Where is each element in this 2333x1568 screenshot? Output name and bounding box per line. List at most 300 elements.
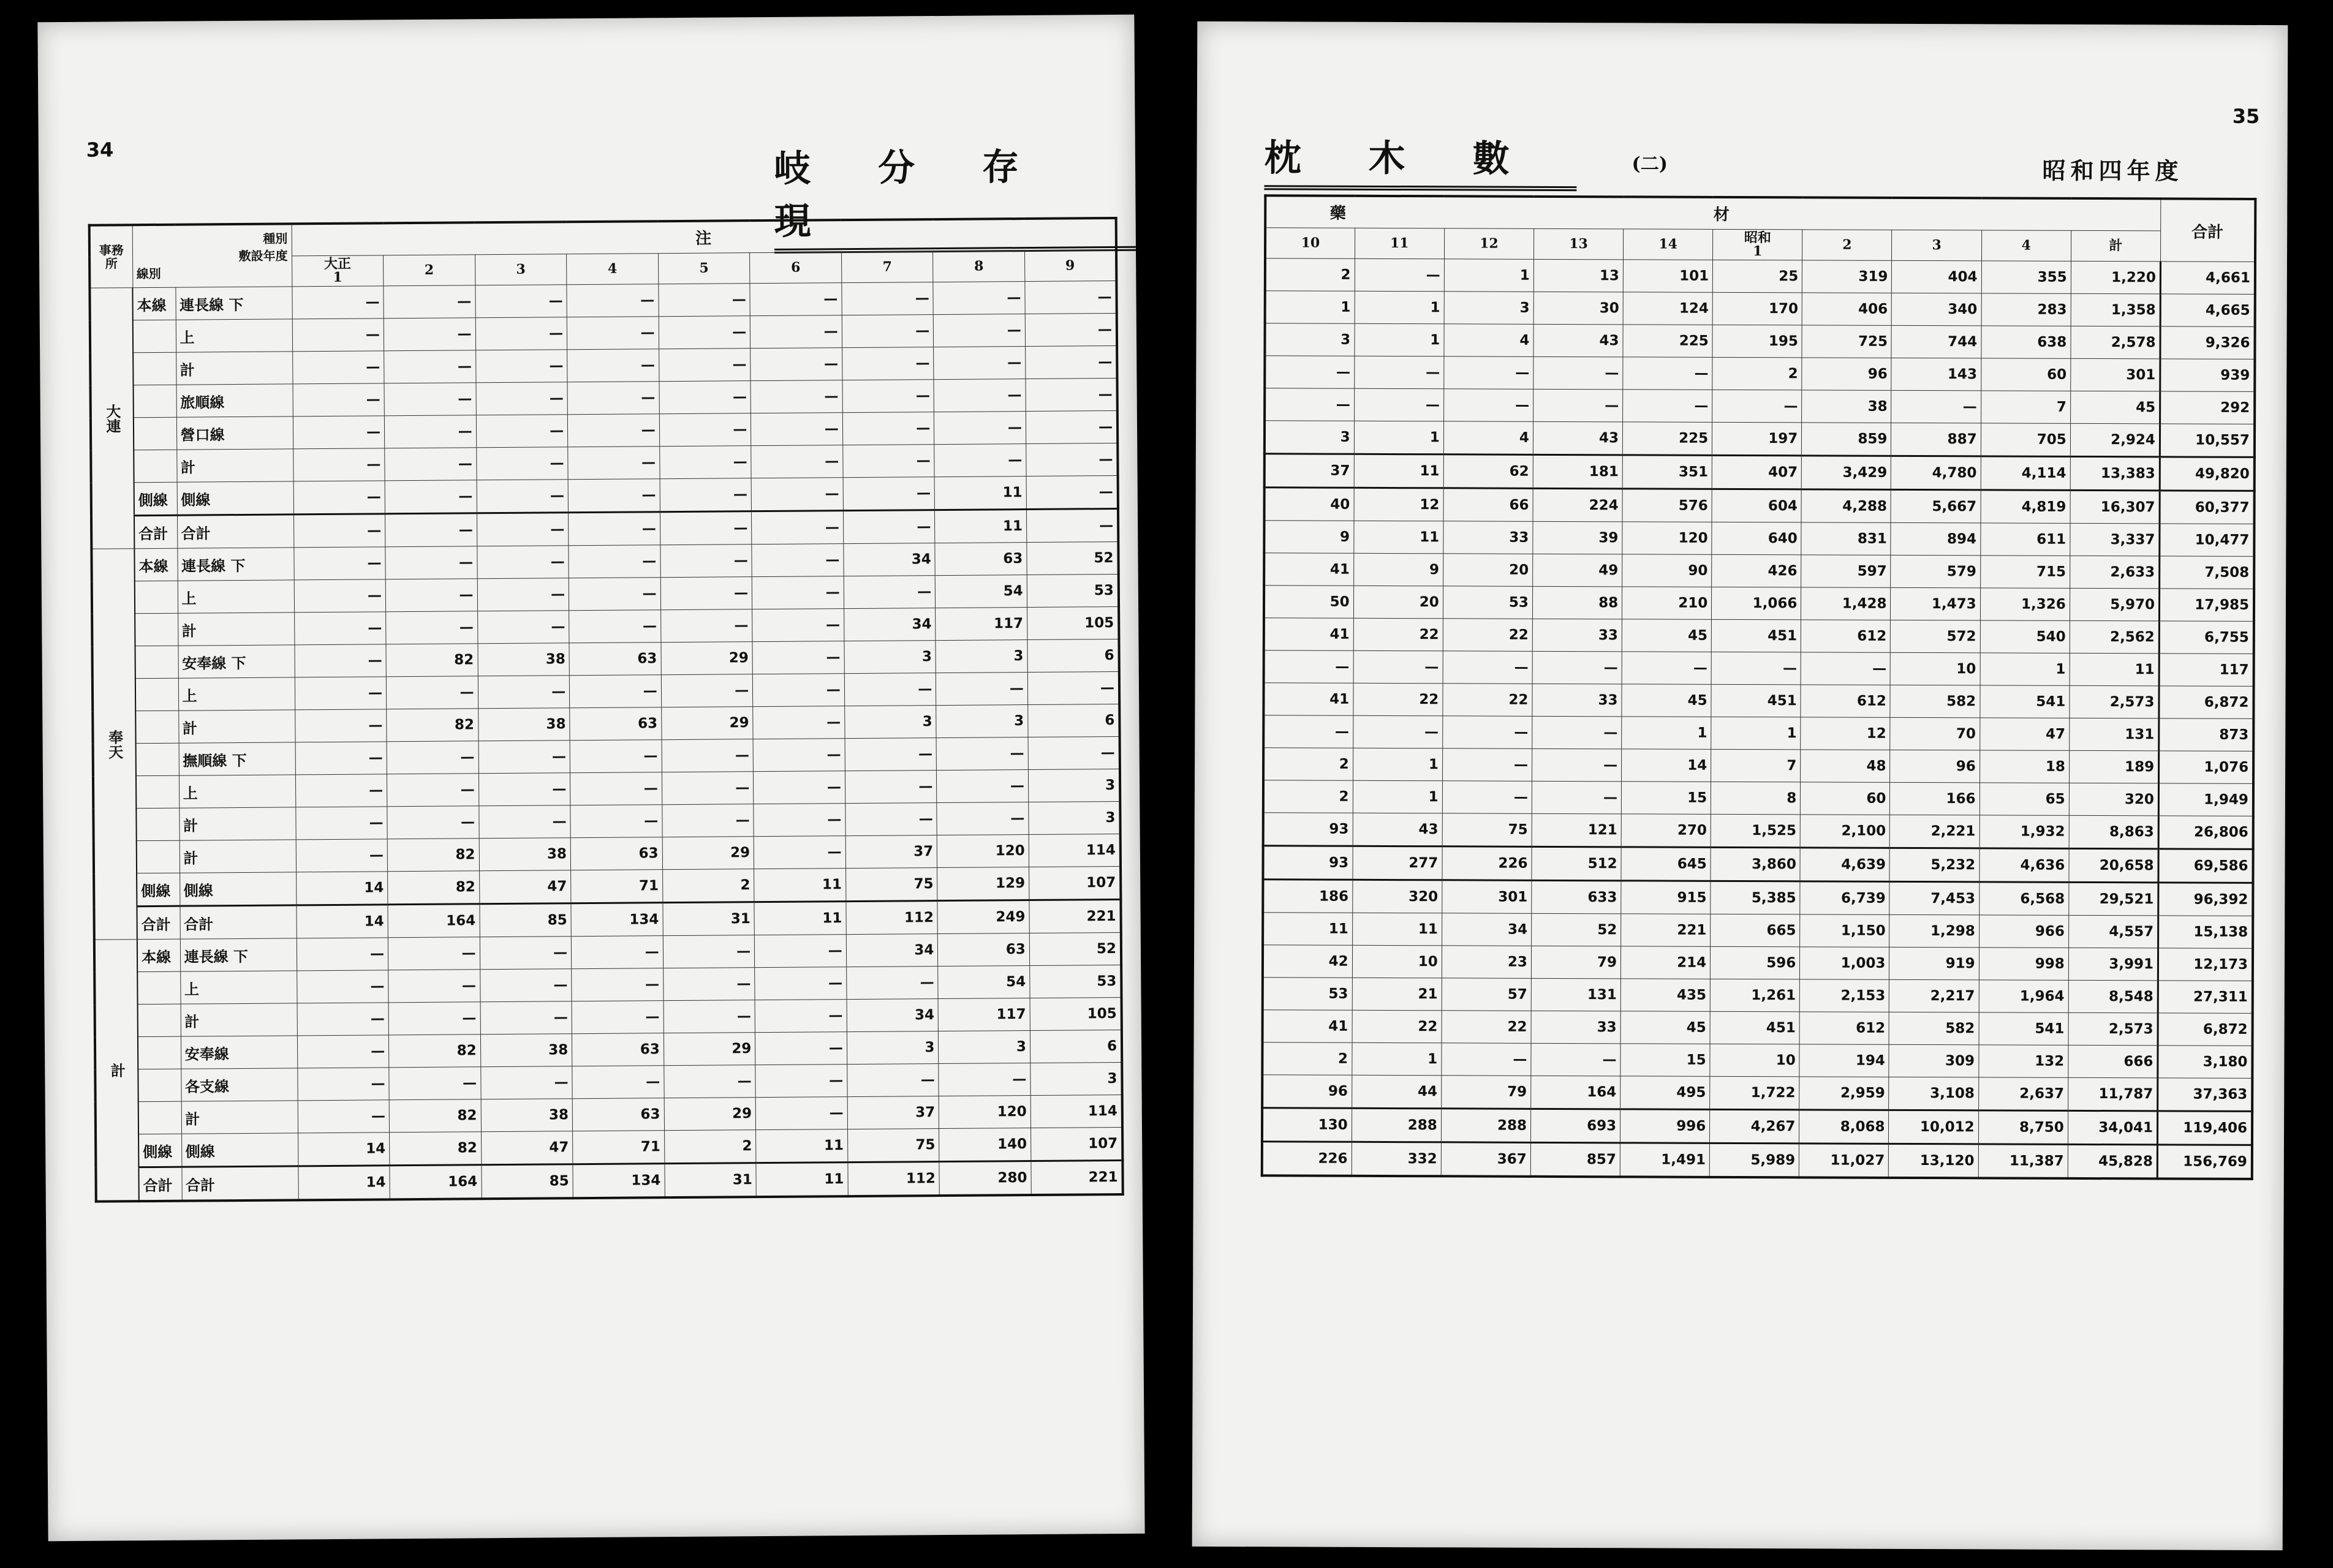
table-cell: — <box>934 412 1026 445</box>
table-cell: 4,288 <box>1801 489 1891 523</box>
table-cell: 53 <box>1027 574 1119 607</box>
row-label: 安奉線 下 <box>178 645 294 678</box>
table-row <box>1263 813 2253 850</box>
table-cell: 37 <box>847 1096 939 1129</box>
table-cell: 1 <box>1622 717 1711 750</box>
table-cell: — <box>845 771 937 804</box>
table-cell: 1,473 <box>1891 587 1980 620</box>
grand-total-cell: 4,665 <box>2160 294 2255 327</box>
table-cell: 52 <box>1532 913 1621 946</box>
table-cell: 71 <box>571 870 663 903</box>
line-group: 合計 <box>137 906 180 939</box>
table-cell: — <box>1026 443 1118 476</box>
table-cell: — <box>297 970 388 1003</box>
table-cell: — <box>844 576 936 609</box>
table-cell: 112 <box>846 901 938 935</box>
corner-header <box>132 224 292 287</box>
table-cell: 33 <box>1532 684 1622 717</box>
table-cell: — <box>292 383 384 417</box>
row-label: 計 <box>179 807 295 840</box>
table-cell: 612 <box>1799 1012 1889 1045</box>
table-cell: — <box>568 479 660 513</box>
table-cell: 38 <box>479 838 571 871</box>
table-cell: — <box>662 739 754 772</box>
table-cell: 3 <box>936 705 1028 738</box>
table-cell: 34 <box>847 999 939 1032</box>
table-cell: 221 <box>1029 899 1121 933</box>
table-cell: 3 <box>1030 1062 1122 1095</box>
row-label: 上 <box>180 971 297 1004</box>
table-cell: 164 <box>388 904 480 938</box>
table-cell: 582 <box>1889 1012 1979 1045</box>
table-cell: — <box>569 545 660 578</box>
table-cell: — <box>570 740 662 773</box>
table-cell: 9 <box>1353 553 1443 586</box>
column-header: 3 <box>1892 230 1981 261</box>
line-group <box>134 385 176 417</box>
table-cell: 29 <box>662 837 754 870</box>
grand-total-cell: 156,769 <box>2157 1145 2252 1179</box>
table-cell: 2 <box>1265 258 1355 292</box>
table-cell: 221 <box>1621 914 1711 947</box>
table-cell: 1,358 <box>2071 293 2160 326</box>
column-header: 2 <box>384 254 475 285</box>
line-group <box>135 678 178 710</box>
table-cell: 43 <box>1353 813 1442 846</box>
table-cell: 53 <box>1263 978 1352 1011</box>
column-header: 計 <box>2071 230 2160 262</box>
table-cell: 13 <box>1533 259 1623 292</box>
table-cell: 2,573 <box>2070 685 2159 718</box>
table-cell: 164 <box>1531 1076 1620 1109</box>
grand-total-cell: 10,557 <box>2160 424 2255 458</box>
table-cell: 15 <box>1621 782 1711 815</box>
line-group <box>136 775 179 808</box>
table-row <box>1263 780 2253 816</box>
table-cell: 3 <box>847 1031 939 1065</box>
table-cell: 29,521 <box>2069 882 2158 916</box>
line-group <box>138 1101 181 1134</box>
table-cell: 4,557 <box>2068 915 2158 948</box>
table-cell: 451 <box>1711 619 1801 652</box>
grand-total-cell: 6,755 <box>2159 621 2254 654</box>
table-cell: 120 <box>1622 522 1712 555</box>
table-cell: 996 <box>1620 1109 1710 1144</box>
table-cell: — <box>475 350 567 383</box>
table-cell: 406 <box>1802 293 1891 326</box>
office-name: 計 <box>94 940 139 1202</box>
table-cell: — <box>293 514 385 548</box>
table-cell: 1,722 <box>1710 1076 1799 1110</box>
table-cell: — <box>753 674 845 707</box>
column-header: 10 <box>1265 227 1355 258</box>
table-cell: — <box>1026 410 1117 443</box>
table-cell: 665 <box>1711 914 1800 947</box>
table-cell: 66 <box>1443 488 1533 522</box>
table-cell: 407 <box>1712 455 1801 489</box>
table-cell: — <box>755 967 847 1000</box>
right-data-table <box>1261 194 2257 1180</box>
row-label: 上 <box>176 319 292 352</box>
table-cell: 96 <box>1890 750 1979 783</box>
table-cell: 13,120 <box>1889 1144 1978 1178</box>
table-cell: — <box>480 937 572 970</box>
table-row <box>1262 1075 2252 1112</box>
table-cell: — <box>293 481 385 514</box>
table-cell: 3 <box>1028 769 1120 802</box>
table-cell: 22 <box>1353 683 1443 716</box>
table-cell: — <box>1532 748 1621 782</box>
row-label: 連長線 下 <box>177 548 293 581</box>
table-cell: 6 <box>1027 639 1119 672</box>
table-cell: — <box>752 641 844 674</box>
table-cell: — <box>752 544 844 577</box>
table-cell: — <box>659 446 751 479</box>
table-cell: 96 <box>1802 358 1891 391</box>
table-cell: 21 <box>1352 978 1442 1011</box>
table-cell: 214 <box>1620 946 1710 979</box>
table-cell: — <box>384 415 476 448</box>
table-cell: 280 <box>939 1161 1031 1196</box>
line-group: 側線 <box>137 873 180 906</box>
table-cell: 62 <box>1443 454 1533 489</box>
grand-total-cell: 60,377 <box>2160 491 2255 524</box>
table-cell: — <box>1355 258 1444 292</box>
table-cell: — <box>1442 716 1532 749</box>
table-cell: 10 <box>1352 945 1442 978</box>
table-cell: — <box>939 1063 1030 1096</box>
table-cell: — <box>476 415 568 448</box>
table-row <box>96 1160 1122 1201</box>
group-header: 藥材 <box>1265 195 2161 230</box>
corner-year-label: 敷設年度 <box>238 248 288 263</box>
table-cell: 88 <box>1532 586 1622 619</box>
table-cell: 283 <box>1981 293 2071 326</box>
table-row <box>1263 846 2253 883</box>
table-cell: — <box>845 803 937 836</box>
table-cell: 887 <box>1891 423 1981 456</box>
table-cell: 14 <box>298 1133 390 1166</box>
table-cell: — <box>1531 1043 1620 1076</box>
table-row <box>1264 618 2254 654</box>
table-cell: — <box>384 285 475 318</box>
table-row <box>1262 1108 2252 1145</box>
table-cell: 11 <box>2070 653 2159 686</box>
table-row <box>1265 421 2255 458</box>
table-cell: — <box>388 1002 480 1035</box>
table-cell: 120 <box>937 835 1029 868</box>
line-group <box>135 710 178 743</box>
table-cell: — <box>846 967 938 1000</box>
table-cell: — <box>1444 356 1533 390</box>
table-cell: 60 <box>1801 782 1890 815</box>
table-cell: — <box>934 347 1026 380</box>
table-cell: — <box>298 1100 390 1133</box>
office-name: 奉天 <box>91 549 137 940</box>
table-cell: 130 <box>1262 1108 1352 1142</box>
table-cell: — <box>936 737 1028 771</box>
table-cell: 572 <box>1891 620 1980 653</box>
table-cell: 915 <box>1621 881 1711 914</box>
table-cell: 181 <box>1533 454 1622 489</box>
table-cell: 60 <box>1981 358 2070 391</box>
table-cell: 351 <box>1622 455 1712 489</box>
table-cell: — <box>572 968 664 1001</box>
table-cell: 41 <box>1263 683 1353 716</box>
table-cell: 340 <box>1892 293 1981 326</box>
table-row <box>1263 683 2253 719</box>
table-cell: 226 <box>1442 846 1532 881</box>
table-cell: 7,453 <box>1889 881 1979 915</box>
table-cell: — <box>569 512 660 546</box>
table-cell: 166 <box>1890 782 1979 815</box>
table-cell: — <box>1027 671 1119 704</box>
table-cell: — <box>294 579 386 612</box>
table-cell: 10 <box>1891 652 1980 685</box>
table-cell: — <box>386 611 478 644</box>
table-cell: 129 <box>937 867 1029 901</box>
table-cell: 3,337 <box>2070 523 2160 556</box>
table-cell: 9 <box>1264 521 1353 554</box>
page-number: 34 <box>86 138 114 162</box>
table-cell: 640 <box>1712 522 1801 555</box>
table-cell: — <box>755 1000 847 1033</box>
line-group <box>137 840 180 873</box>
table-cell: 63 <box>569 643 661 676</box>
table-cell: 3 <box>1265 323 1354 356</box>
table-cell: 70 <box>1890 717 1979 750</box>
row-label: 上 <box>178 677 295 710</box>
table-cell: — <box>476 382 568 415</box>
table-cell: 5,970 <box>2070 588 2159 621</box>
table-cell: 612 <box>1801 620 1891 653</box>
grand-total-cell: 1,076 <box>2159 751 2254 784</box>
table-cell: — <box>1265 356 1354 389</box>
table-cell: 225 <box>1622 422 1712 456</box>
table-cell: — <box>751 380 842 413</box>
table-cell: 540 <box>1980 620 2070 654</box>
table-cell: — <box>572 1001 664 1034</box>
table-cell: 8,068 <box>1799 1110 1889 1144</box>
grand-total-cell: 6,872 <box>2159 686 2254 719</box>
table-cell: 693 <box>1530 1109 1620 1143</box>
grand-total-cell: 873 <box>2159 718 2254 752</box>
table-cell: 11 <box>1263 913 1352 946</box>
table-cell: — <box>842 347 934 380</box>
table-cell: — <box>388 970 480 1003</box>
table-cell: 1,150 <box>1800 914 1889 948</box>
table-cell: 451 <box>1711 684 1801 717</box>
table-cell: — <box>1265 388 1354 421</box>
table-cell: — <box>475 317 567 350</box>
table-cell: 451 <box>1710 1011 1799 1044</box>
line-group <box>134 450 176 482</box>
line-group <box>138 1036 181 1069</box>
table-cell: 38 <box>481 1099 573 1132</box>
table-cell: 140 <box>939 1128 1031 1162</box>
table-cell: 4 <box>1443 421 1533 455</box>
table-cell: 3,860 <box>1711 847 1800 881</box>
table-cell: — <box>1711 652 1801 685</box>
table-cell: 320 <box>2069 783 2158 816</box>
table-cell: 3 <box>844 706 936 739</box>
table-cell: — <box>660 577 752 610</box>
table-cell: 2,217 <box>1889 979 1979 1012</box>
table-cell: — <box>663 968 755 1001</box>
table-cell: 1,428 <box>1801 587 1891 620</box>
column-header: 昭和 1 <box>1713 229 1802 260</box>
table-cell: 22 <box>1352 1010 1442 1043</box>
line-group <box>136 808 179 840</box>
table-cell: — <box>297 1003 389 1036</box>
table-cell: 210 <box>1622 587 1712 620</box>
table-cell: — <box>296 839 388 872</box>
table-cell: — <box>1443 651 1532 684</box>
table-cell: 45 <box>1622 619 1711 652</box>
table-cell: 39 <box>1533 521 1622 554</box>
table-cell: 11 <box>756 1163 848 1197</box>
table-cell: — <box>847 1064 939 1097</box>
table-row <box>1265 323 2255 360</box>
table-cell: 14 <box>296 872 388 905</box>
table-cell: — <box>660 609 752 643</box>
grand-total-cell: 10,477 <box>2160 524 2255 557</box>
corner-line-label: 線別 <box>136 266 161 282</box>
table-cell: 53 <box>1443 586 1532 619</box>
table-cell: — <box>480 969 572 1002</box>
table-cell: 309 <box>1889 1044 1978 1077</box>
table-cell: — <box>1025 281 1117 314</box>
table-cell: 65 <box>1979 783 2069 816</box>
line-group <box>133 320 176 352</box>
table-cell: — <box>385 579 477 612</box>
row-label: 各支線 <box>181 1068 297 1101</box>
table-cell: — <box>664 1065 755 1098</box>
table-cell: — <box>292 286 384 319</box>
table-cell: — <box>1353 650 1443 684</box>
table-cell: — <box>1026 508 1118 542</box>
table-cell: — <box>1026 475 1118 509</box>
grand-total-cell: 49,820 <box>2160 457 2255 491</box>
table-cell: 495 <box>1620 1076 1710 1110</box>
table-cell: — <box>386 676 478 709</box>
table-cell: 114 <box>1029 834 1121 867</box>
table-cell: 1 <box>1355 323 1444 356</box>
table-cell: 11 <box>1354 454 1443 488</box>
table-cell: 576 <box>1622 489 1712 522</box>
table-cell: 3 <box>844 641 936 674</box>
table-cell: 38 <box>1802 390 1891 423</box>
table-cell: 79 <box>1531 946 1620 979</box>
table-cell: 1 <box>1353 748 1442 781</box>
line-group: 本線 <box>132 287 175 320</box>
table-cell: 195 <box>1712 325 1802 358</box>
table-cell: 2 <box>662 869 754 903</box>
fiscal-year: 昭和四年度 <box>2042 156 2184 185</box>
table-row <box>1262 1042 2252 1079</box>
grand-total-cell: 292 <box>2160 391 2255 424</box>
table-cell: 270 <box>1621 814 1711 848</box>
table-cell: — <box>659 413 751 447</box>
table-cell: 90 <box>1622 554 1712 587</box>
right-page <box>1192 21 2288 1550</box>
table-cell: 224 <box>1533 488 1622 522</box>
table-cell: — <box>387 774 478 807</box>
table-cell: — <box>1025 345 1117 379</box>
row-label: 旅順線 <box>176 384 293 417</box>
table-cell: 2,633 <box>2070 556 2159 589</box>
table-cell: — <box>567 284 659 317</box>
table-cell: 40 <box>1265 488 1354 521</box>
column-header: 5 <box>658 252 750 284</box>
row-label: 側線 <box>180 872 296 906</box>
table-cell: 164 <box>390 1165 482 1200</box>
table-cell: 1,066 <box>1712 587 1801 620</box>
table-cell: 3 <box>1265 421 1354 454</box>
table-row <box>1265 454 2255 491</box>
table-row <box>1262 1142 2252 1179</box>
line-group: 合計 <box>138 1167 181 1201</box>
table-cell: — <box>659 284 751 317</box>
table-cell: — <box>659 381 751 414</box>
table-cell: — <box>292 351 384 384</box>
row-label: 合計 <box>180 905 296 939</box>
column-header: 4 <box>567 253 659 284</box>
table-cell: — <box>660 478 752 512</box>
table-cell: — <box>480 1001 572 1035</box>
table-cell: 612 <box>1801 685 1890 718</box>
table-cell: — <box>570 772 662 805</box>
table-cell: 34 <box>844 608 936 641</box>
table-cell: 5,232 <box>1889 848 1979 882</box>
table-cell: 6 <box>1030 1030 1122 1063</box>
table-row <box>1263 913 2253 949</box>
table-cell: — <box>571 936 663 969</box>
table-cell: 1,326 <box>1980 588 2070 621</box>
table-cell: 143 <box>1891 358 1981 391</box>
row-label: 連長線 下 <box>175 287 292 320</box>
table-cell: 715 <box>1980 556 2070 589</box>
table-cell: 44 <box>1352 1075 1441 1109</box>
table-cell: 41 <box>1263 1010 1352 1043</box>
corner-type-label: 種別 <box>263 231 288 246</box>
table-cell: 31 <box>663 902 755 936</box>
table-cell: 1,964 <box>1979 980 2068 1013</box>
table-cell: 277 <box>1353 846 1442 880</box>
table-row <box>1264 650 2254 687</box>
table-cell: 2,924 <box>2070 423 2160 457</box>
table-cell: — <box>297 938 388 971</box>
table-cell: 705 <box>1981 423 2070 457</box>
table-cell: 645 <box>1621 847 1711 881</box>
table-cell: 301 <box>2071 358 2160 391</box>
table-cell: — <box>569 610 661 643</box>
table-cell: — <box>1263 715 1353 748</box>
table-cell: 75 <box>847 1129 939 1163</box>
table-cell: 611 <box>1980 523 2070 556</box>
row-label: 計 <box>178 612 294 646</box>
row-label: 撫順線 下 <box>179 742 295 775</box>
page-subtitle: (二) <box>1632 153 1668 175</box>
table-cell: — <box>1533 389 1622 422</box>
table-cell: 131 <box>1531 978 1620 1011</box>
table-cell: — <box>933 282 1025 315</box>
table-cell: 75 <box>845 868 937 902</box>
table-cell: 7 <box>1981 391 2070 424</box>
table-cell: 14 <box>1622 749 1711 782</box>
table-cell: 2 <box>1263 748 1353 781</box>
table-cell: 725 <box>1802 325 1891 358</box>
